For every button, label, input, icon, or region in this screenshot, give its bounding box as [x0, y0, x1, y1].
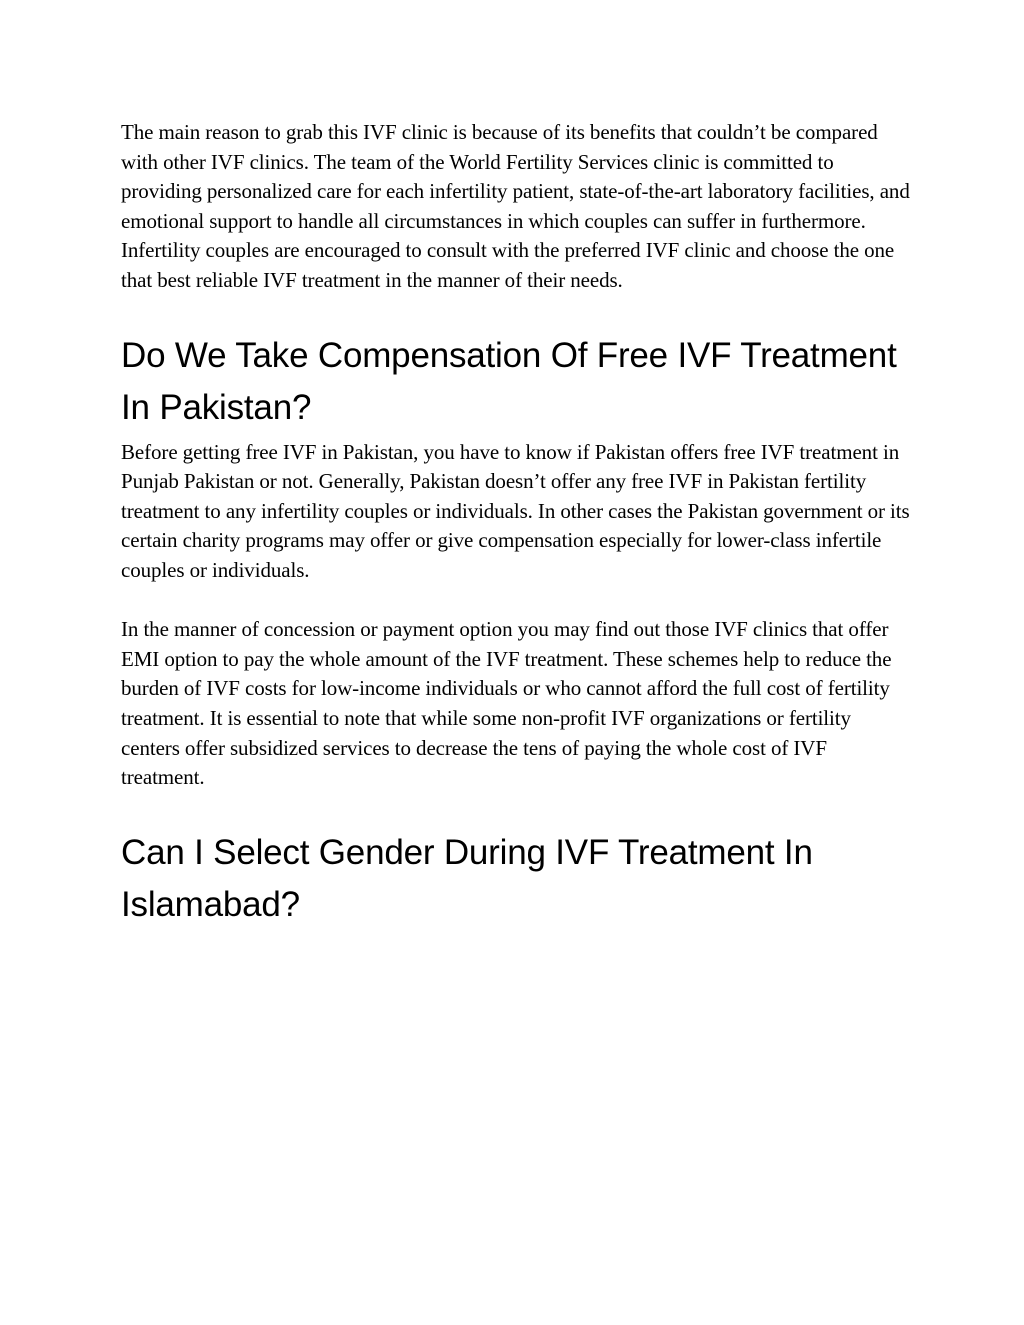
- paragraph-ivf-clinic-benefits: The main reason to grab this IVF clinic is because of its benefits that couldn’t be compared with other IVF clinics. The team of the World Fertility Services clinic is committed to providing personalized care for each infertility patient, state-of-the-art laboratory facilities, and emotional support to handle all circumstances in which couples can suffer in furthermore. Infertility couples are encouraged to consult with the preferred IVF clinic and choose the one that best reliable IVF treatment in the manner of their needs.: [121, 120, 910, 292]
- section-compensation: [121, 330, 911, 434]
- paragraph-spacer: [121, 586, 911, 616]
- heading-free-ivf-compensation: Do We Take Compensation Of Free IVF Treatment In Pakistan?: [121, 335, 897, 427]
- heading-gender-selection: Can I Select Gender During IVF Treatment In Islamabad?: [121, 832, 813, 924]
- paragraph-free-ivf-pakistan: Before getting free IVF in Pakistan, you have to know if Pakistan offers free IVF treatment in Punjab Pakistan or not. Generally, Pakistan doesn’t offer any free IVF in Pakistan fertility treatment to any infertility couples or individuals. In other cases the Pakistan government or its certain charity programs may offer or give compensation especially for lower-class infertile couples or individuals.: [121, 439, 910, 582]
- document-body: [121, 118, 911, 931]
- paragraph-payment-options: In the manner of concession or payment option you may find out those IVF clinics that offer EMI option to pay the whole amount of the IVF treatment. These schemes help to reduce the burden of IVF costs for low-income individuals or who cannot afford the full cost of fertility treatment. It is essential to note that while some non-profit IVF organizations or fertility centers offer subsidized services to decrease the tens of paying the whole cost of IVF treatment.: [121, 617, 892, 790]
- section-gender-selection: [121, 827, 911, 931]
